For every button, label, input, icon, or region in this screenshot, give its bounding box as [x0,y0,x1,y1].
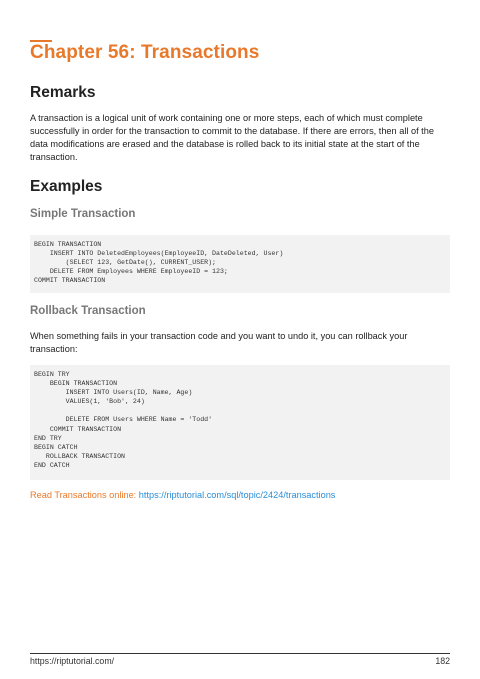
read-online-label: Read Transactions online: [30,490,139,500]
page-number: 182 [435,656,450,666]
rollback-transaction-heading: Rollback Transaction [30,305,146,317]
read-online-link[interactable]: https://riptutorial.com/sql/topic/2424/transactions [138,490,336,500]
footer-url: https://riptutorial.com/ [30,656,115,666]
simple-transaction-code: BEGIN TRANSACTION INSERT INTO DeletedEmployees(EmployeeID, DateDeleted, User) (SELECT 123, GetDate(), CURRENT_USER); DELETE FROM Employees WHERE EmployeeID = 123; COMMIT TRANSACTION [30,235,450,293]
read-online-line [30,490,335,500]
rollback-paragraph: When something fails in your transaction code and you want to undo it, you can rollback your transaction: [30,331,408,354]
remarks-paragraph: A transaction is a logical unit of work containing one or more steps, each of which must complete successfully in order for the transaction to commit to the database. If there are errors, then all of the data modifications are erased and the database is rolled back to its initial state at the start of the transaction. [30,113,434,162]
rollback-transaction-code: BEGIN TRY BEGIN TRANSACTION INSERT INTO Users(ID, Name, Age) VALUES(1, 'Bob', 24) DELETE FROM Users WHERE Name = 'Todd' COMMIT TRANSACTION END TRY BEGIN CATCH ROLLBACK TRANSACTION END CATCH [30,365,450,480]
remarks-heading: Remarks [30,84,96,101]
examples-heading: Examples [30,178,103,195]
footer-rule [30,653,450,654]
document-page [30,0,450,679]
chapter-title: Chapter 56: Transactions [30,42,260,63]
simple-transaction-heading: Simple Transaction [30,208,136,220]
